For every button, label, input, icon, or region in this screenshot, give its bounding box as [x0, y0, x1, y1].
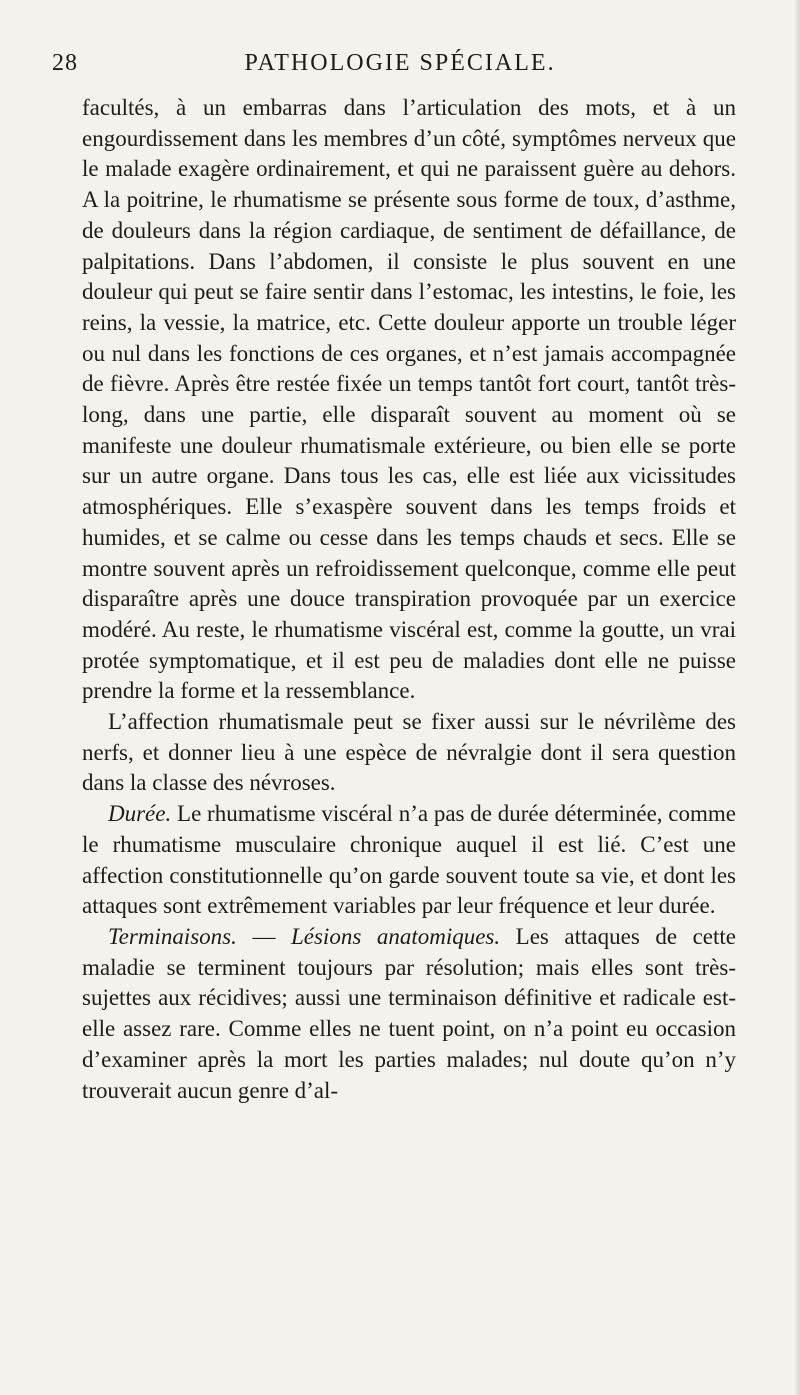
page-number: 28 [52, 50, 78, 76]
paragraph-text: L’affection rhumatismale peut se fixer aussi sur le névrilème des nerfs, et donner lieu à une espèce de névralgie dont il sera question dans la classe des névroses. [82, 709, 736, 796]
paragraph-nerve-affection [82, 707, 736, 799]
body-text [82, 93, 736, 1106]
running-head [52, 50, 748, 84]
paragraph-terminations [82, 922, 736, 1106]
section-label-duree: Durée. [108, 801, 172, 827]
paragraph-visceral-rheumatism [82, 93, 736, 707]
paragraph-text: Le rhumatisme viscéral n’a pas de durée déterminée, comme le rhumatisme musculaire chronique auquel il est lié. C’est une affection constitutionnelle qu’on garde souvent toute sa vie, et dont les attaques sont extrêmement variables par leur fréquence et leur durée. [82, 801, 736, 919]
section-label-terminaisons: Terminaisons. [108, 923, 237, 949]
page-edge-shadow [794, 0, 800, 1395]
paragraph-text: Les attaques de cette maladie se terminent toujours par résolution; mais elles sont très-sujettes aux récidives; aussi une terminaison définitive et radicale est-elle assez rare. Comme elles ne tuent point, on n’a point eu occasion d’examiner après la mort les parties malades; nul doute qu’on n’y trouverait aucun genre d’al- [82, 923, 736, 1103]
paragraph-text: facultés, à un embarras dans l’articulation des mots, et à un engourdissement dans les membres d’un côté, symptômes nerveux que le malade exagère ordinairement, et qui ne paraissent guère au dehors. A la poitrine, le rhumatisme se présente sous forme de toux, d’asthme, de douleurs dans la région cardiaque, de sentiment de défaillance, de palpitations. Dans l’abdomen, il consiste le plus souvent en une douleur qui peut se faire sentir dans l’estomac, les intestins, le foie, les reins, la vessie, la matrice, etc. Cette douleur apporte un trouble léger ou nul dans les fonctions de ces organes, et n’est jamais accompagnée de fièvre. Après être restée fixée un temps tantôt fort court, tantôt très-long, dans une partie, elle disparaît souvent au moment où se manifeste une douleur rhumatismale extérieure, ou bien elle se porte sur un autre organe. Dans tous les cas, elle est liée aux vicissitudes atmosphériques. Elle s’exaspère souvent dans les temps froids et humides, et se calme ou cesse dans les temps chauds et secs. Elle se montre souvent après un refroidissement quelconque, comme elle peut disparaître après une douce transpiration provoquée par un exercice modéré. Au reste, le rhumatisme viscéral est, comme la goutte, un vrai protée symptomatique, et il est peu de maladies dont elle ne puisse prendre la forme et la ressemblance. [82, 95, 736, 704]
section-label-lesions: Lésions anatomiques. [290, 923, 501, 949]
em-dash: — [252, 923, 276, 949]
paragraph-duration [82, 799, 736, 922]
running-title: PATHOLOGIE SPÉCIALE. [244, 50, 556, 76]
